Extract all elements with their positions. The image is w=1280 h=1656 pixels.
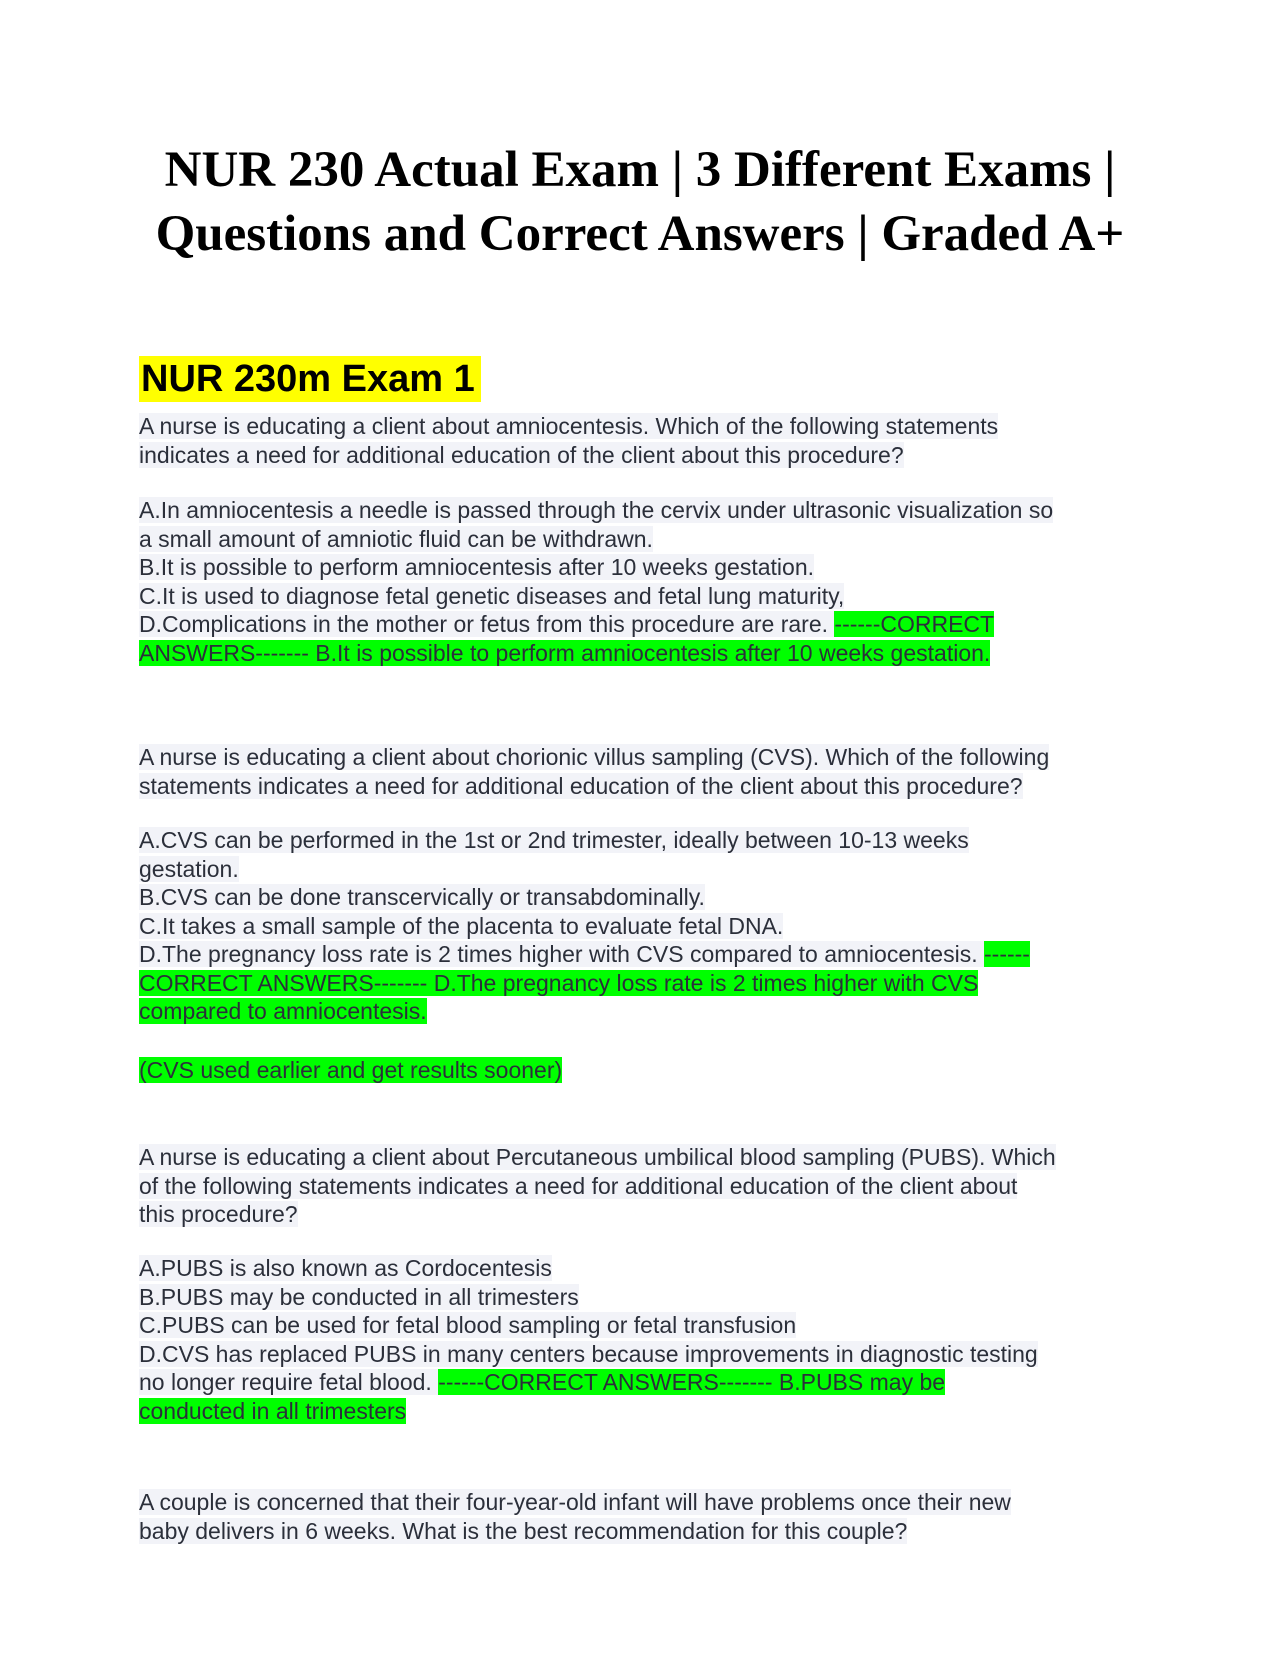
question-2-note: (CVS used earlier and get results sooner): [139, 1057, 563, 1083]
question-1-options: A.In amniocentesis a needle is passed through the cervix under ultrasonic visualization so a small amount of amniotic fluid can be withdrawn. B.It is possible to perform amniocentesis after 10 weeks gestation. C.It is used to diagnose fetal genetic diseases and fetal lung maturity, D.Complications in the mother or fetus from this procedure are rare. ------CORRECT ANSWERS------- B.It is possible to perform amniocentesis after 10 weeks gestation.: [139, 497, 1054, 666]
question-1-stem: A nurse is educating a client about amniocentesis. Which of the following statements indicates a need for additional education of the client about this procedure?: [139, 413, 999, 468]
question-2-option-c: C.It takes a small sample of the placenta to evaluate fetal DNA.: [139, 912, 784, 939]
question-3-stem: A nurse is educating a client about Percutaneous umbilical blood sampling (PUBS). Which of the following statements indicates a need for additional education of the client about this procedure?: [139, 1144, 1056, 1227]
question-3-option-b: B.PUBS may be conducted in all trimesters: [139, 1283, 579, 1310]
question-1-option-d: D.Complications in the mother or fetus from this procedure are rare.: [139, 611, 835, 637]
exam-heading-text: NUR 230m Exam 1: [139, 356, 481, 402]
question-1-option-b: B.It is possible to perform amniocentesis after 10 weeks gestation.: [139, 554, 814, 580]
question-2-option-d: D.The pregnancy loss rate is 2 times higher with CVS compared to amniocentesis.: [139, 941, 984, 967]
question-3-option-c: C.PUBS can be used for fetal blood sampling or fetal transfusion: [139, 1312, 797, 1338]
question-3-option-a: A.PUBS is also known as Cordocentesis: [139, 1255, 552, 1281]
question-3-options: A.PUBS is also known as Cordocentesis B.PUBS may be conducted in all trimesters C.PUBS can be used for fetal blood sampling or fetal transfusion D.CVS has replaced PUBS in many centers because improvements in diagnostic testing no longer require fetal blood. ------CORRECT ANSWERS------- B.PUBS may be conducted in all trimesters: [139, 1255, 1038, 1424]
question-1-option-c: C.It is used to diagnose fetal genetic diseases and fetal lung maturity,: [139, 582, 845, 609]
question-3-option-d: D.CVS has replaced PUBS in many centers because improvements in diagnostic testing: [139, 1340, 1038, 1367]
exam-heading: [139, 354, 481, 404]
question-3-answer: ------CORRECT ANSWERS------- B.PUBS may be: [438, 1369, 946, 1395]
question-1-option-a: A.In amniocentesis a needle is passed through the cervix under ultrasonic visualization so: [139, 497, 1054, 523]
question-2-stem: A nurse is educating a client about chorionic villus sampling (CVS). Which of the following statements indicates a need for additional education of the client about this procedure?: [139, 744, 1050, 799]
question-2-options: A.CVS can be performed in the 1st or 2nd trimester, ideally between 10-13 weeks gestation. B.CVS can be done transcervically or transabdominally. C.It takes a small sample of the placenta to evaluate fetal DNA. D.The pregnancy loss rate is 2 times higher with CVS compared to amniocentesis. ------ CORRECT ANSWERS------- D.The pregnancy loss rate is 2 times higher with CVS compared to amniocentesis.: [139, 827, 1030, 1024]
question-1-answer: ------CORRECT: [834, 611, 995, 637]
question-2-option-a: A.CVS can be performed in the 1st or 2nd trimester, ideally between 10-13 weeks: [139, 827, 969, 853]
question-4-stem: A couple is concerned that their four-year-old infant will have problems once their new baby delivers in 6 weeks. What is the best recommendation for this couple?: [139, 1489, 1011, 1544]
question-2-option-b: B.CVS can be done transcervically or transabdominally.: [139, 884, 705, 910]
document-title: NUR 230 Actual Exam | 3 Different Exams | Questions and Correct Answers | Graded A+: [155, 142, 1125, 262]
question-2-answer: ------: [984, 941, 1030, 967]
